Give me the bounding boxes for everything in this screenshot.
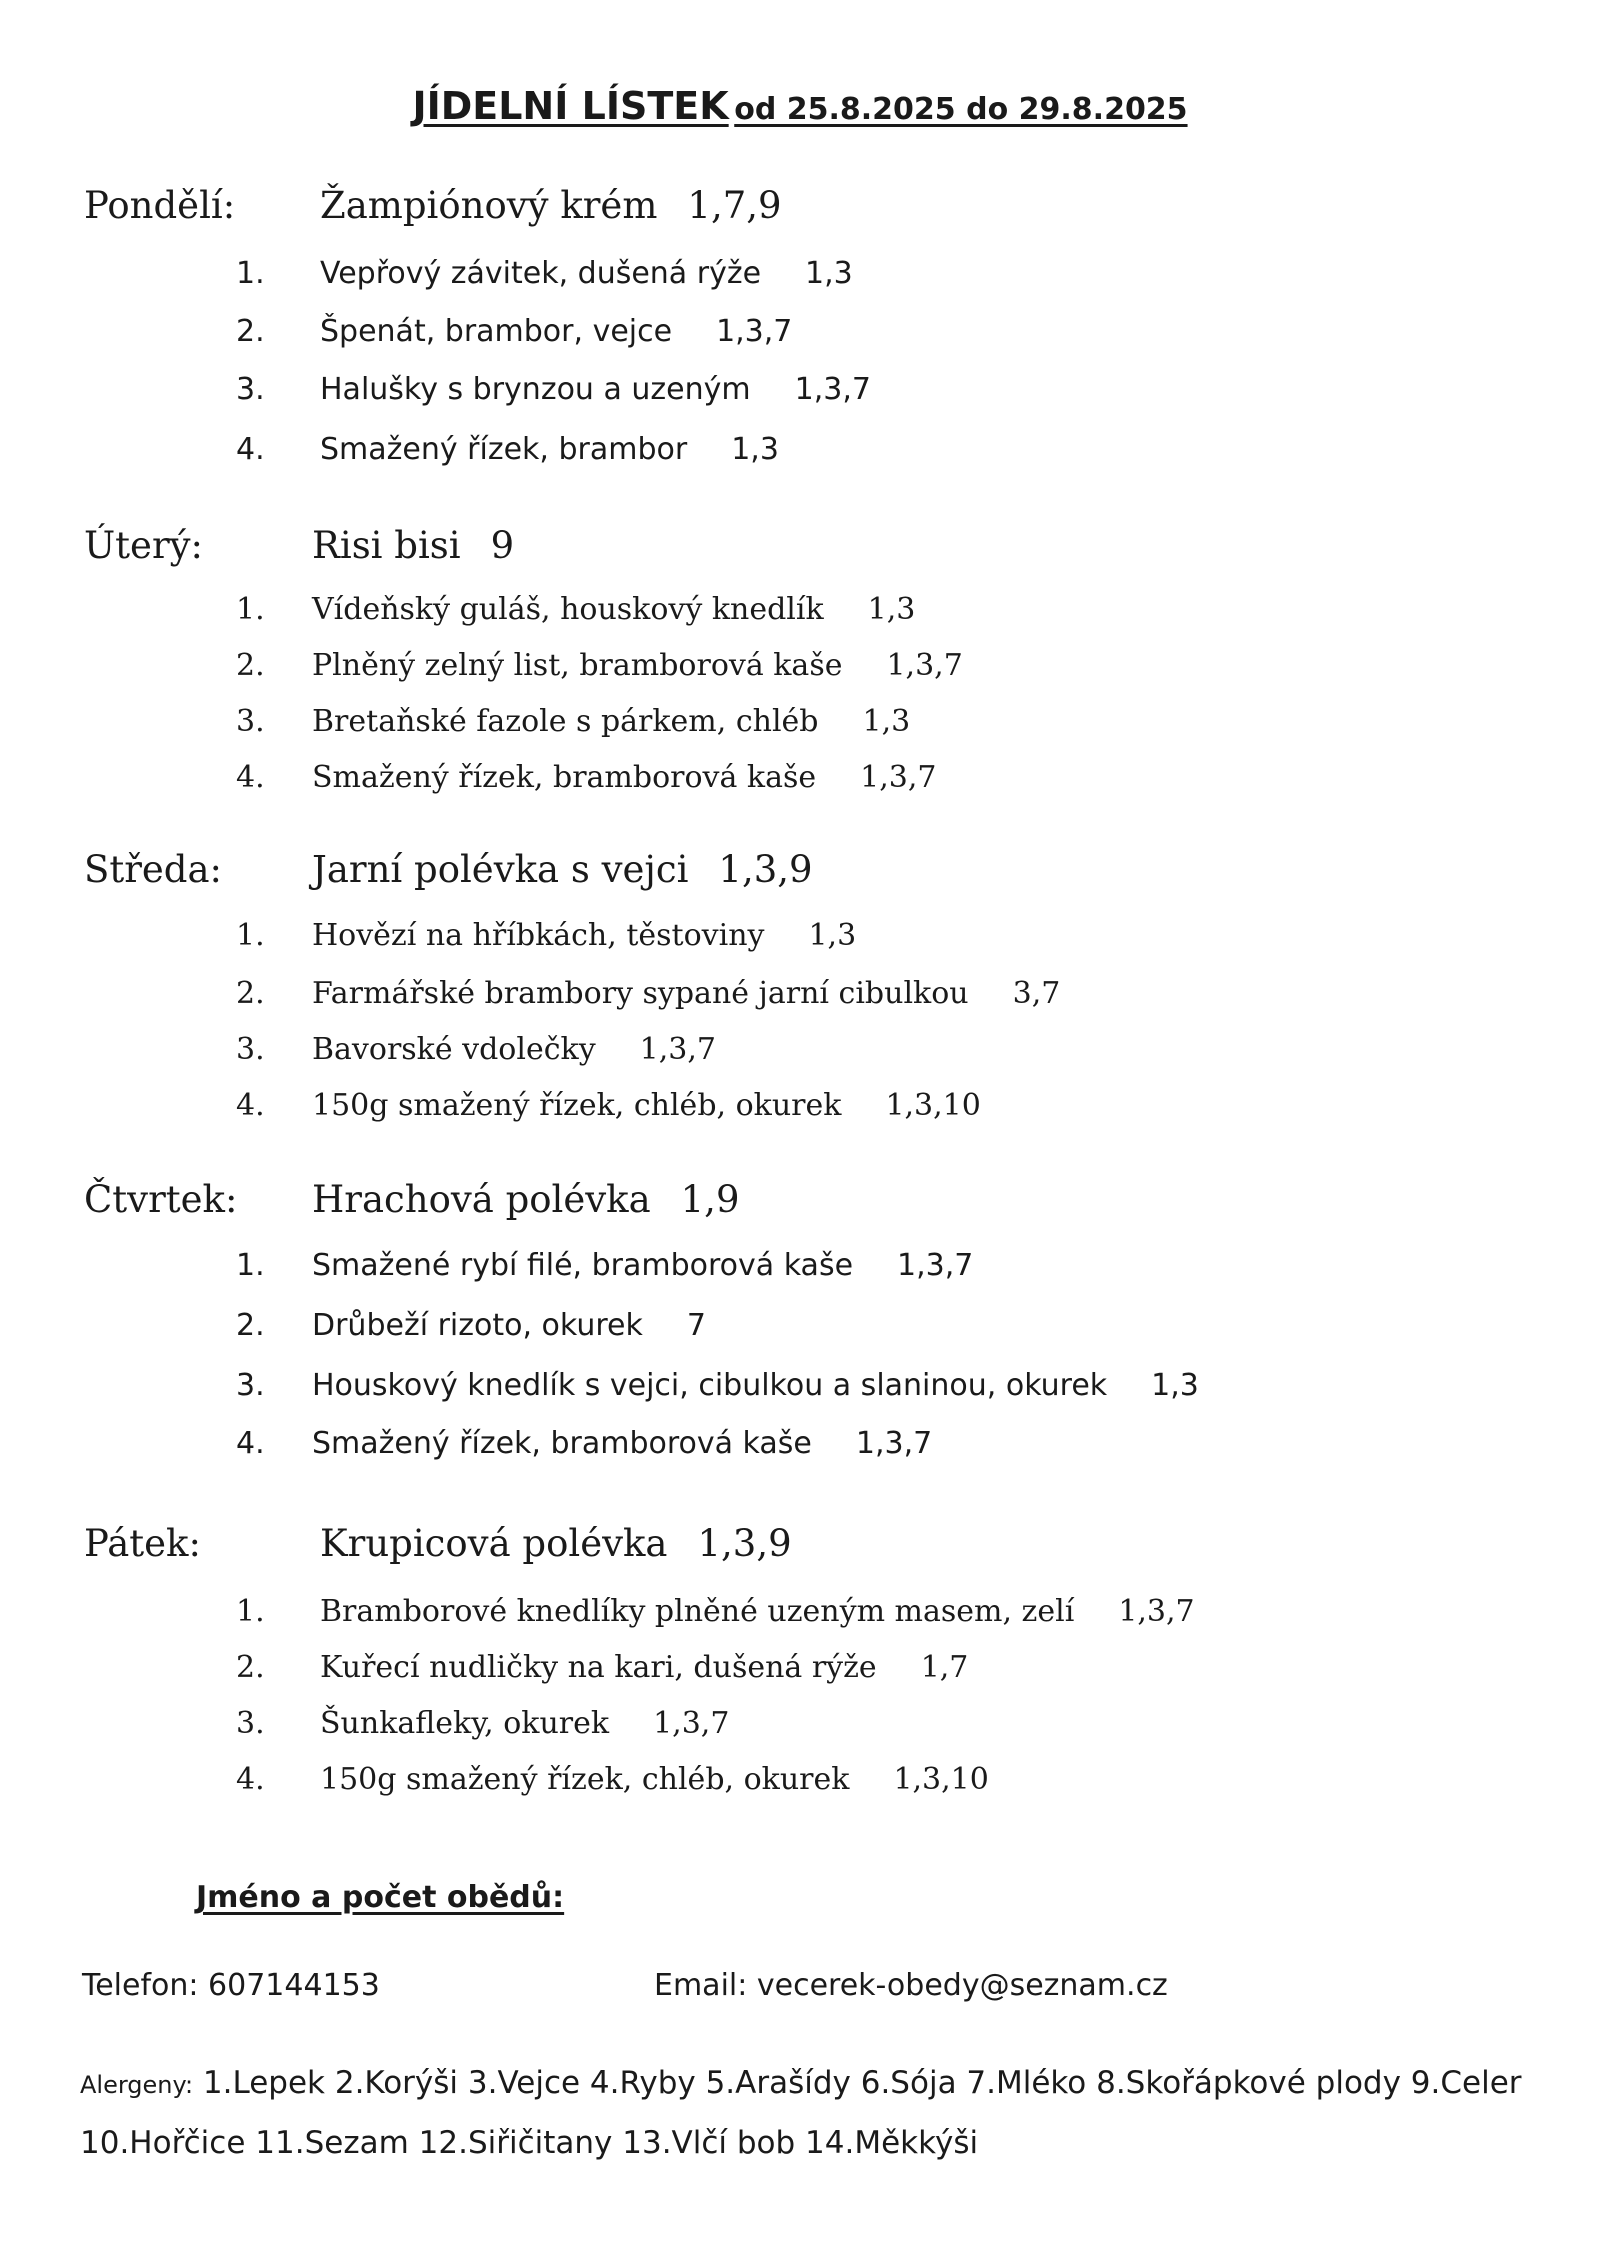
day-name: Pondělí: xyxy=(84,184,236,227)
meal-number: 2. xyxy=(236,1650,265,1685)
contact-email: Email: vecerek-obedy@seznam.cz xyxy=(654,1968,1168,2003)
soup xyxy=(320,184,782,227)
meal-allergens: 1,3,10 xyxy=(893,1762,989,1797)
meal-name: Špenát, brambor, vejce xyxy=(320,314,673,349)
soup xyxy=(312,848,813,891)
meal-name: Vepřový závitek, dušená rýže xyxy=(320,256,762,291)
meal-number: 2. xyxy=(236,314,265,349)
meal-allergens: 1,3 xyxy=(731,432,779,467)
meal-item xyxy=(0,648,1600,688)
meal-name: Kuřecí nudličky na kari, dušená rýže xyxy=(320,1650,877,1685)
soup-name: Hrachová polévka xyxy=(312,1178,651,1221)
meal-name: Bramborové knedlíky plněné uzeným masem, zelí xyxy=(320,1594,1075,1629)
meal-name: Farmářské brambory sypané jarní cibulkou xyxy=(312,976,969,1011)
meal-item xyxy=(0,372,1600,412)
meal-allergens: 3,7 xyxy=(1012,976,1061,1011)
meal-allergens: 7 xyxy=(686,1308,706,1343)
meal-allergens: 1,3,7 xyxy=(639,1032,716,1067)
meal-item xyxy=(0,1650,1600,1690)
soup-name: Krupicová polévka xyxy=(320,1522,668,1565)
meal-allergens: 1,3 xyxy=(862,704,911,739)
meal-item xyxy=(0,1088,1600,1128)
meal-name: Vídeňský guláš, houskový knedlík xyxy=(312,592,824,627)
meal-allergens: 1,3,7 xyxy=(653,1706,730,1741)
meal-name: Smažený řízek, bramborová kaše xyxy=(312,760,817,795)
meal-name: Hovězí na hříbkách, těstoviny xyxy=(312,918,765,953)
meal-allergens: 1,3,7 xyxy=(855,1426,933,1461)
soup xyxy=(312,524,514,567)
soup xyxy=(320,1522,792,1565)
meal-name: Halušky s brynzou a uzeným xyxy=(320,372,751,407)
meal-name: Drůbeží rizoto, okurek xyxy=(312,1308,643,1343)
meal-allergens: 1,3,7 xyxy=(794,372,871,407)
meal-number: 3. xyxy=(236,1368,265,1403)
meal-number: 1. xyxy=(236,918,265,953)
meal-name: Smažený řízek, brambor xyxy=(320,432,688,467)
meal-number: 2. xyxy=(236,1308,265,1343)
meal-item xyxy=(0,1368,1600,1408)
meal-text xyxy=(312,648,963,683)
meal-allergens: 1,3,7 xyxy=(860,760,937,795)
meal-item xyxy=(0,976,1600,1016)
meal-allergens: 1,3,7 xyxy=(716,314,793,349)
meal-name: Smažené rybí filé, bramborová kaše xyxy=(312,1248,854,1283)
day-name: Čtvrtek: xyxy=(84,1178,238,1221)
soup-allergens: 1,9 xyxy=(680,1178,740,1221)
meal-number: 4. xyxy=(236,1762,265,1797)
allergen-label: Alergeny: xyxy=(80,2071,194,2099)
meal-item xyxy=(0,432,1600,472)
meal-text xyxy=(320,1706,729,1741)
meal-text xyxy=(312,1426,932,1461)
meal-name: Bavorské vdolečky xyxy=(312,1032,596,1067)
meal-allergens: 1,3,10 xyxy=(885,1088,981,1123)
meal-text xyxy=(312,1248,973,1283)
meal-name: Šunkafleky, okurek xyxy=(320,1706,610,1741)
meal-number: 4. xyxy=(236,1426,265,1461)
day-name: Pátek: xyxy=(84,1522,201,1565)
soup-allergens: 1,3,9 xyxy=(718,848,813,891)
meal-text xyxy=(320,256,853,291)
meal-allergens: 1,3 xyxy=(808,918,857,953)
meal-allergens: 1,3,7 xyxy=(1118,1594,1195,1629)
meal-item xyxy=(0,1706,1600,1746)
soup-allergens: 9 xyxy=(490,524,515,567)
meal-item xyxy=(0,256,1600,296)
meal-text xyxy=(312,918,856,953)
meal-name: Plněný zelný list, bramborová kaše xyxy=(312,648,843,683)
meal-text xyxy=(312,704,910,739)
meal-item xyxy=(0,1594,1600,1634)
meal-item xyxy=(0,1426,1600,1466)
meal-text xyxy=(312,976,1060,1011)
meal-item xyxy=(0,592,1600,632)
meal-number: 3. xyxy=(236,704,265,739)
soup-name: Jarní polévka s vejci xyxy=(312,848,689,891)
meal-item xyxy=(0,760,1600,800)
meal-number: 1. xyxy=(236,1248,265,1283)
meal-item xyxy=(0,1032,1600,1072)
allergen-legend xyxy=(80,2054,1560,2172)
meal-name: Smažený řízek, bramborová kaše xyxy=(312,1426,812,1461)
meal-name: Bretaňské fazole s párkem, chléb xyxy=(312,704,819,739)
meal-text xyxy=(320,432,779,467)
day-name: Středa: xyxy=(84,848,223,891)
meal-number: 1. xyxy=(236,1594,265,1629)
day-name: Úterý: xyxy=(84,524,204,567)
meal-name: 150g smažený řízek, chléb, okurek xyxy=(312,1088,842,1123)
menu-title xyxy=(0,84,1600,128)
meal-number: 2. xyxy=(236,648,265,683)
menu-date-range: od 25.8.2025 do 29.8.2025 xyxy=(734,92,1188,127)
meal-text xyxy=(312,1308,706,1343)
meal-allergens: 1,3,7 xyxy=(886,648,963,683)
meal-name: 150g smažený řízek, chléb, okurek xyxy=(320,1762,850,1797)
meal-text xyxy=(320,372,871,407)
order-label: Jméno a počet obědů: xyxy=(196,1880,565,1915)
meal-text xyxy=(312,592,915,627)
meal-number: 3. xyxy=(236,372,265,407)
contact-phone: Telefon: 607144153 xyxy=(82,1968,380,2003)
meal-name: Houskový knedlík s vejci, cibulkou a slaninou, okurek xyxy=(312,1368,1108,1403)
meal-text xyxy=(312,1368,1199,1403)
soup-allergens: 1,7,9 xyxy=(687,184,782,227)
meal-allergens: 1,3 xyxy=(805,256,853,291)
menu-title-main: JÍDELNÍ LÍSTEK xyxy=(412,84,729,128)
meal-number: 4. xyxy=(236,760,265,795)
meal-text xyxy=(312,1088,981,1123)
meal-text xyxy=(320,1594,1195,1629)
meal-item xyxy=(0,704,1600,744)
soup-name: Žampiónový krém xyxy=(320,184,658,227)
meal-number: 2. xyxy=(236,976,265,1011)
soup-name: Risi bisi xyxy=(312,524,461,567)
meal-allergens: 1,3 xyxy=(867,592,916,627)
meal-allergens: 1,3 xyxy=(1151,1368,1199,1403)
meal-number: 3. xyxy=(236,1032,265,1067)
meal-text xyxy=(320,1650,968,1685)
meal-item xyxy=(0,1762,1600,1802)
meal-text xyxy=(312,1032,716,1067)
meal-item xyxy=(0,918,1600,958)
meal-text xyxy=(320,314,792,349)
meal-allergens: 1,3,7 xyxy=(897,1248,974,1283)
meal-number: 4. xyxy=(236,432,265,467)
meal-allergens: 1,7 xyxy=(920,1650,969,1685)
allergen-list: 1.Lepek 2.Korýši 3.Vejce 4.Ryby 5.Arašídy 6.Sója 7.Mléko 8.Skořápkové plody 9.Celer 10.Hořčice 11.Sezam 12.Siřičitany 13.Vlčí bob 14.Měkkýši xyxy=(80,2065,1522,2161)
meal-number: 3. xyxy=(236,1706,265,1741)
soup-allergens: 1,3,9 xyxy=(697,1522,792,1565)
meal-item xyxy=(0,1248,1600,1288)
meal-text xyxy=(312,760,936,795)
meal-number: 4. xyxy=(236,1088,265,1123)
meal-number: 1. xyxy=(236,256,265,291)
soup xyxy=(312,1178,739,1221)
meal-number: 1. xyxy=(236,592,265,627)
meal-text xyxy=(320,1762,989,1797)
meal-item xyxy=(0,314,1600,354)
meal-item xyxy=(0,1308,1600,1348)
